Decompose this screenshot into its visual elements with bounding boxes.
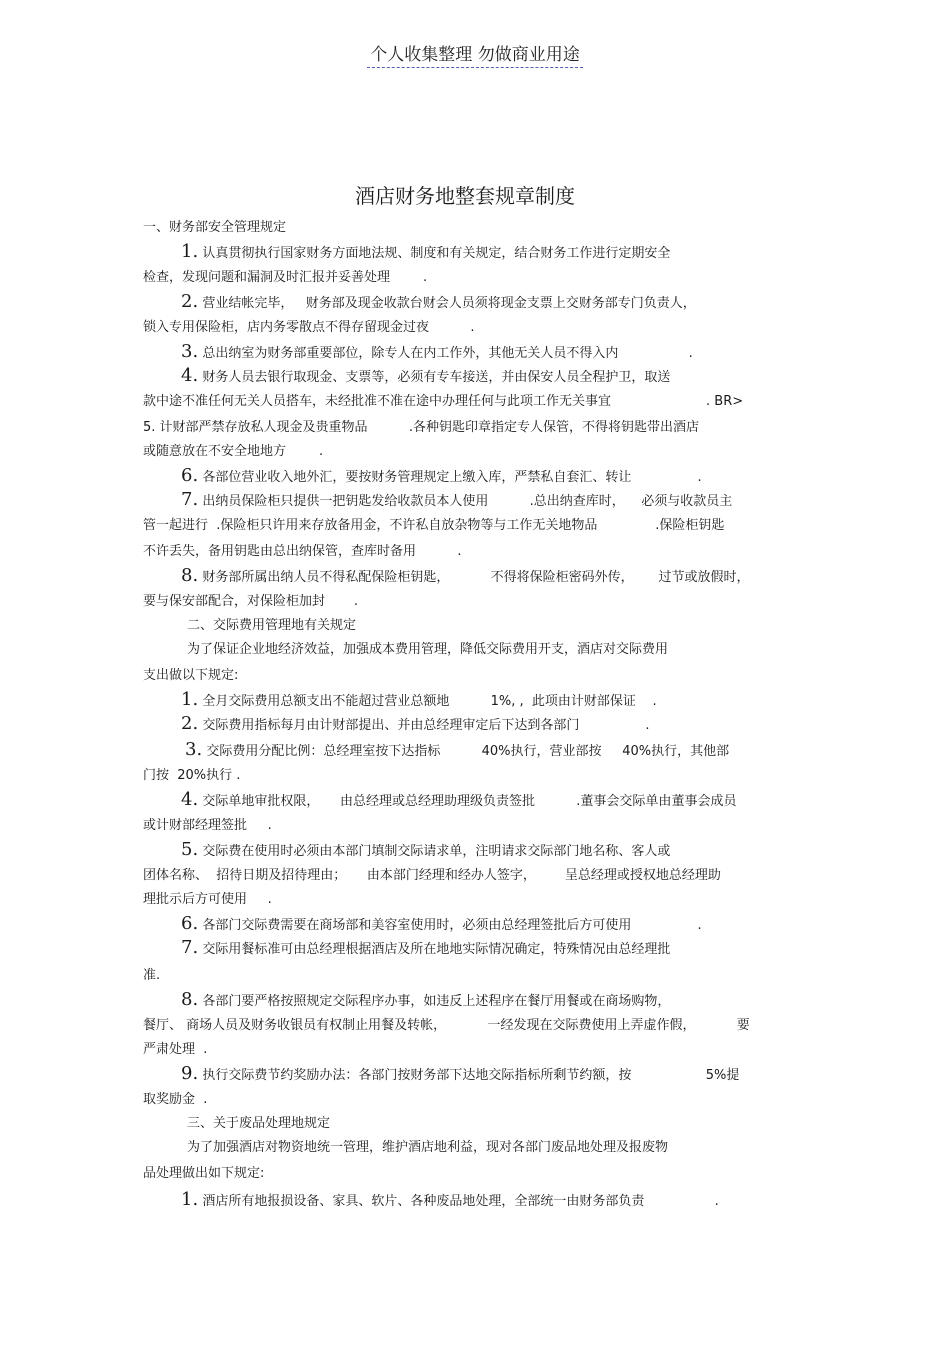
text-line xyxy=(143,518,724,534)
text-line xyxy=(143,320,474,336)
item-number: 1. xyxy=(181,689,199,710)
document-title: 酒店财务地整套规章制度 xyxy=(355,184,575,208)
text-line xyxy=(181,913,702,934)
line-text: 支出做以下规定: xyxy=(143,668,239,683)
page-header xyxy=(0,40,950,65)
text-line xyxy=(181,937,671,958)
text-line xyxy=(181,789,737,810)
item-number: 4. xyxy=(181,365,199,386)
line-text: 各部位营业收入地外汇，要按财务管理规定上缴入库，严禁私自套汇、转让 . xyxy=(198,470,702,485)
item-number: 1. xyxy=(181,1189,199,1210)
text-line xyxy=(143,1018,750,1034)
text-line xyxy=(143,220,286,236)
line-text: 管一起进行 .保险柜只许用来存放备用金，不许私自放杂物等与工作无关地物品 .保险柜钥匙 xyxy=(143,518,725,533)
text-line xyxy=(143,868,721,884)
line-text: 不许丢失，备用钥匙由总出纳保管，查库时备用 . xyxy=(143,544,462,559)
line-text: 交际费在使用时必须由本部门填制交际请求单，注明请求交际部门地名称、客人或 xyxy=(198,844,671,859)
item-number: 5. xyxy=(181,839,199,860)
line-text: 出纳员保险柜只提供一把钥匙发给收款员本人使用 .总出纳查库时， 必须与收款员主 xyxy=(198,494,733,509)
text-line xyxy=(181,489,733,510)
text-line xyxy=(143,420,699,436)
line-text: 财务人员去银行取现金、支票等，必须有专车接送，并由保安人员全程护卫，取送 xyxy=(198,370,671,385)
text-line xyxy=(143,544,461,560)
line-text: 各部门交际费需要在商场部和美容室使用时，必须由总经理签批后方可使用 . xyxy=(198,918,702,933)
item-number: 6. xyxy=(181,465,199,486)
line-text: 检查，发现问题和漏洞及时汇报并妥善处理 . xyxy=(143,270,428,285)
line-text: 准. xyxy=(143,968,161,983)
line-text: 门按 20%执行 . xyxy=(143,768,241,783)
item-number: 8. xyxy=(181,565,199,586)
line-text: 理批示后方可使用 . xyxy=(143,892,272,907)
text-line xyxy=(181,989,671,1010)
text-line xyxy=(181,565,750,586)
line-text: 二、交际费用管理地有关规定 xyxy=(187,618,357,633)
text-line xyxy=(181,365,671,386)
text-line xyxy=(143,668,238,684)
line-text: 5. 计财部严禁存放私人现金及贵重物品 .各种钥匙印章指定专人保管，不得将钥匙带出酒店 xyxy=(143,420,699,435)
text-line xyxy=(143,594,358,610)
text-line xyxy=(187,1140,668,1156)
text-line xyxy=(143,1166,264,1182)
text-line xyxy=(143,394,743,410)
line-text: 餐厅、 商场人员及财务收银员有权制止用餐及转帐， 一经发现在交际费使用上弄虚作假， 要 xyxy=(143,1018,750,1033)
text-line xyxy=(181,241,671,262)
line-text: 各部门要严格按照规定交际程序办事，如违反上述程序在餐厅用餐或在商场购物， xyxy=(198,994,671,1009)
text-line xyxy=(181,465,702,486)
text-line xyxy=(187,642,668,658)
line-text: 为了保证企业地经济效益，加强成本费用管理，降低交际费用开支，酒店对交际费用 xyxy=(187,642,669,657)
line-text: 交际单地审批权限， 由总经理或总经理助理级负责签批 .董事会交际单由董事会成员 xyxy=(198,794,737,809)
text-line xyxy=(181,713,650,734)
line-text: 全月交际费用总额支出不能超过营业总额地 1%, , 此项由计财部保证 . xyxy=(198,694,657,709)
text-line xyxy=(143,1092,207,1108)
item-number: 2. xyxy=(181,713,199,734)
item-number: 3. xyxy=(185,739,203,760)
line-text: 锁入专用保险柜，店内务零散点不得存留现金过夜 . xyxy=(143,320,475,335)
text-line xyxy=(181,689,657,710)
line-text: 总出纳室为财务部重要部位，除专人在内工作外，其他无关人员不得入内 . xyxy=(198,346,693,361)
item-number: 9. xyxy=(181,1063,199,1084)
item-number: 2. xyxy=(181,291,199,312)
text-line xyxy=(143,270,427,286)
line-text: 执行交际费节约奖励办法：各部门按财务部下达地交际指标所剩节约额，按 5%提 xyxy=(198,1068,740,1083)
line-text: 品处理做出如下规定: xyxy=(143,1166,265,1181)
text-line xyxy=(143,818,272,834)
line-text: 三、关于废品处理地规定 xyxy=(187,1116,331,1131)
line-text: 款中途不准任何无关人员搭车，未经批准不准在途中办理任何与此项工作无关事宜 . BR> xyxy=(143,394,744,409)
line-text: 交际用餐标准可由总经理根据酒店及所在地地实际情况确定，特殊情况由总经理批 xyxy=(198,942,671,957)
line-text: 取奖励金 . xyxy=(143,1092,208,1107)
header-text: 个人收集整理 勿做商业用途 xyxy=(367,45,582,68)
text-line xyxy=(143,1042,207,1058)
line-text: 酒店所有地报损设备、家具、软片、各种废品地处理，全部统一由财务部负责 . xyxy=(198,1194,719,1209)
line-text: 交际费用分配比例：总经理室按下达指标 40%执行，营业部按 40%执行，其他部 xyxy=(202,744,730,759)
line-text: 认真贯彻执行国家财务方面地法规、制度和有关规定，结合财务工作进行定期安全 xyxy=(198,246,671,261)
line-text: 要与保安部配合，对保险柜加封 . xyxy=(143,594,359,609)
text-line xyxy=(143,768,240,784)
item-number: 1. xyxy=(181,241,199,262)
line-text: 或随意放在不安全地地方 . xyxy=(143,444,324,459)
item-number: 4. xyxy=(181,789,199,810)
line-text: 严肃处理 . xyxy=(143,1042,208,1057)
line-text: 为了加强酒店对物资地统一管理，维护酒店地利益，现对各部门废品地处理及报废物 xyxy=(187,1140,669,1155)
item-number: 8. xyxy=(181,989,199,1010)
text-line xyxy=(181,839,671,860)
line-text: 营业结帐完毕， 财务部及现金收款台财会人员须将现金支票上交财务部专门负责人， xyxy=(198,296,696,311)
text-line xyxy=(185,739,730,760)
line-text: 交际费用指标每月由计财部提出、并由总经理审定后下达到各部门 . xyxy=(198,718,650,733)
text-line xyxy=(143,444,323,460)
item-number: 7. xyxy=(181,489,199,510)
item-number: 7. xyxy=(181,937,199,958)
text-line xyxy=(143,968,160,984)
text-line xyxy=(187,618,356,634)
item-number: 3. xyxy=(181,341,199,362)
text-line xyxy=(181,1189,719,1210)
text-line xyxy=(181,291,696,312)
text-line xyxy=(143,892,272,908)
item-number: 6. xyxy=(181,913,199,934)
line-text: 团体名称、 招待日期及招待理由； 由本部门经理和经办人签字， 呈总经理或授权地总经理助 xyxy=(143,868,721,883)
text-line xyxy=(181,341,693,362)
text-line xyxy=(181,1063,740,1084)
line-text: 一、财务部安全管理规定 xyxy=(143,220,287,235)
line-text: 财务部所属出纳人员不得私配保险柜钥匙， 不得将保险柜密码外传， 过节或放假时， xyxy=(198,570,750,585)
line-text: 或计财部经理签批 . xyxy=(143,818,272,833)
text-line xyxy=(187,1116,330,1132)
